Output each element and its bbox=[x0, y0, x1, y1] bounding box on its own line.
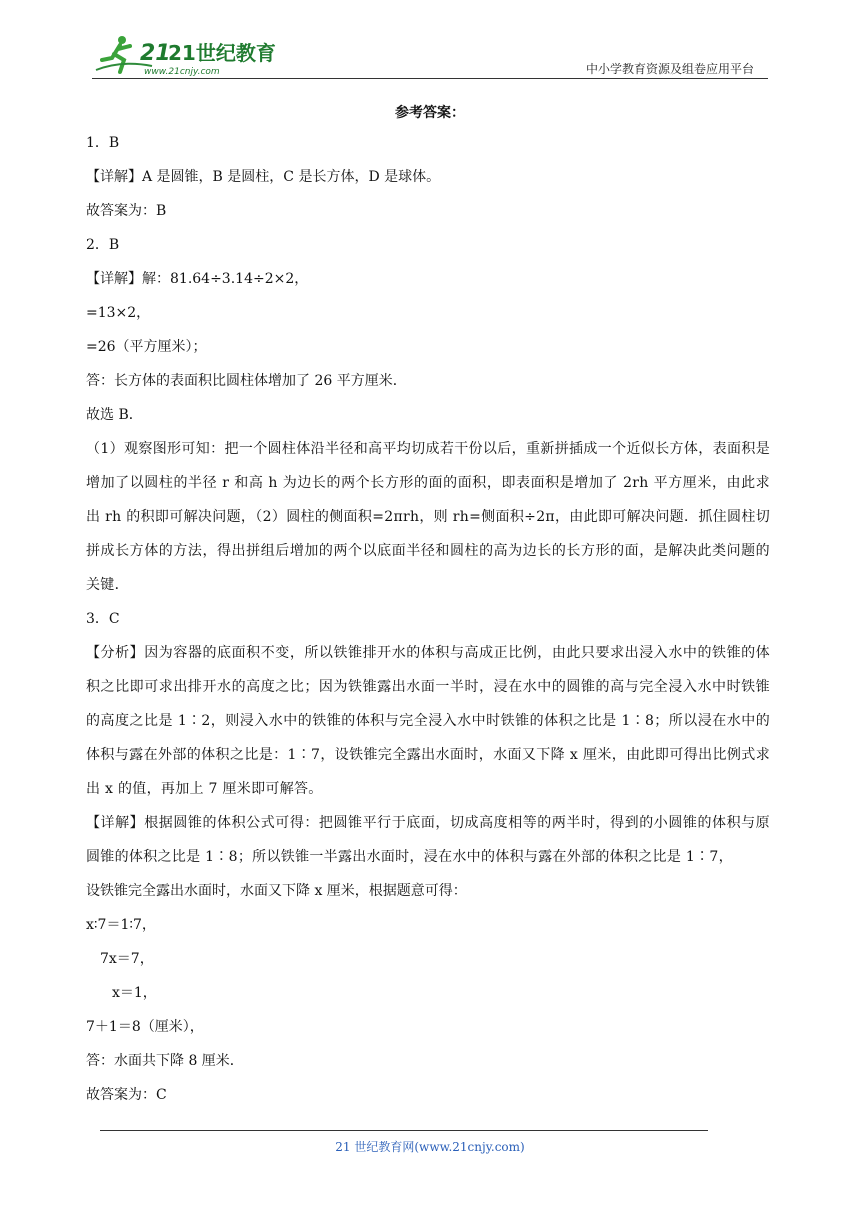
q1-final: 故答案为：B bbox=[86, 203, 167, 219]
q3-eq2: 7x＝7， bbox=[100, 951, 154, 967]
q3-setup: 设铁锥完全露出水面时，水面又下降 x 厘米，根据题意可得： bbox=[86, 883, 467, 899]
q3-answer: 答：水面共下降 8 厘米． bbox=[86, 1053, 244, 1069]
footer-text: 21 世纪教育网(www.21cnjy.com) bbox=[335, 1140, 525, 1154]
q2-answer: 答：长方体的表面积比圆柱体增加了 26 平方厘米． bbox=[86, 373, 407, 389]
q2-step2: =26（平方厘米）； bbox=[86, 339, 207, 355]
q2-step1: =13×2， bbox=[86, 305, 151, 321]
platform-name: 中小学教育资源及组卷应用平台 bbox=[585, 62, 754, 76]
q2-final: 故选 B． bbox=[86, 407, 143, 423]
svg-text:21世纪教育: 21世纪教育 bbox=[168, 41, 276, 65]
q3-analysis: 【分析】因为容器的底面积不变，所以铁锥排开水的体积与高成正比例，由此只要求出浸入水中的铁锥的体积之比即可求出排开水的高度之比；因为铁锥露出水面一半时，浸在水中的圆锥的高与完全浸入水中时铁锥的高度之比是 1∶2，则浸入水中的铁锥的体积与完全浸入水中时铁锥的体积之比是 1∶8；所以浸在水中的体积与露在外部的体积之比是：1∶7，设铁锥完全露出水面时，水面又下降 x 厘米，由此即可得出比例式求出 x 的值，再加上 7 厘米即可解答。 bbox=[86, 645, 770, 797]
q2-analysis: （1）观察图形可知：把一个圆柱体沿半径和高平均切成若干份以后，重新拼插成一个近似长方体，表面积是增加了以圆柱的半径 r 和高 h 为边长的两个长方形的面的面积，即表面积是增加了 2rh 平方厘米，由此求出 rh 的积即可解决问题，（2）圆柱的侧面积=2πrh，则 rh=侧面积÷2π，由此即可解决问题．抓住圆柱切拼成长方体的方法，得出拼组后增加的两个以底面半径和圆柱的高为边长的长方形的面，是解决此类问题的关键． bbox=[86, 441, 770, 593]
svg-text:21: 21 bbox=[140, 41, 171, 66]
svg-text:www.21cnjy.com: www.21cnjy.com bbox=[144, 67, 220, 77]
page-header bbox=[0, 0, 860, 80]
header-divider bbox=[92, 78, 768, 79]
q1-detail: 【详解】A 是圆锥，B 是圆柱，C 是长方体，D 是球体。 bbox=[86, 169, 441, 185]
q3-final: 故答案为：C bbox=[86, 1087, 167, 1103]
page-title: 参考答案： bbox=[395, 105, 465, 121]
footer-divider bbox=[100, 1130, 708, 1131]
q2-detail: 【详解】解：81.64÷3.14÷2×2， bbox=[86, 271, 309, 287]
q3-label: 3．C bbox=[86, 611, 120, 627]
q1-label: 1．B bbox=[86, 135, 120, 151]
logo-mark bbox=[92, 30, 276, 78]
q3-eq1: x∶7＝1∶7， bbox=[86, 917, 156, 933]
q2-label: 2．B bbox=[86, 237, 120, 253]
logo bbox=[92, 30, 276, 78]
q3-eq4: 7＋1＝8（厘米）， bbox=[86, 1019, 204, 1035]
q3-eq3: x＝1， bbox=[112, 985, 157, 1001]
q3-detail: 【详解】根据圆锥的体积公式可得：把圆锥平行于底面，切成高度相等的两半时，得到的小圆锥的体积与原圆锥的体积之比是 1∶8；所以铁锥一半露出水面时，浸在水中的体积与露在外部的体积之比是 1∶7， bbox=[86, 815, 770, 865]
answer-content bbox=[86, 126, 770, 1112]
